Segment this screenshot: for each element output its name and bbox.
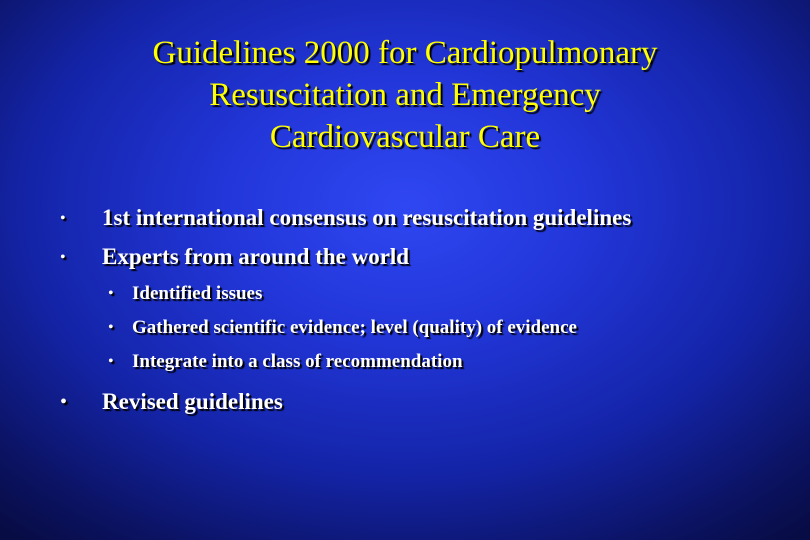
sub-bullet-item-2	[108, 316, 577, 340]
title-line-2: Resuscitation and Emergency	[209, 77, 601, 113]
bullet-text: Integrate into a class of recommendation	[132, 351, 463, 372]
sub-bullet-item-3	[108, 350, 463, 374]
bullet-item-1	[60, 204, 632, 232]
bullet-marker: •	[60, 249, 66, 266]
bullet-item-2	[60, 243, 410, 271]
sub-bullet-item-1	[108, 282, 263, 306]
bullet-text: 1st international consensus on resuscitation guidelines	[102, 205, 632, 230]
title-line-3: Cardiovascular Care	[269, 119, 541, 155]
bullet-item-3	[60, 388, 283, 416]
bullet-marker: •	[108, 353, 114, 370]
bullet-marker: •	[60, 391, 68, 413]
bullet-text: Revised guidelines	[102, 389, 283, 414]
bullet-marker: •	[108, 319, 114, 336]
slide-title	[0, 32, 810, 158]
bullet-marker: •	[60, 210, 66, 227]
bullet-text: Gathered scientific evidence; level (quality) of evidence	[132, 317, 577, 338]
bullet-text: Identified issues	[132, 283, 263, 304]
bullet-marker: •	[108, 285, 114, 302]
bullet-text: Experts from around the world	[102, 244, 410, 269]
title-line-1: Guidelines 2000 for Cardiopulmonary	[152, 35, 658, 71]
